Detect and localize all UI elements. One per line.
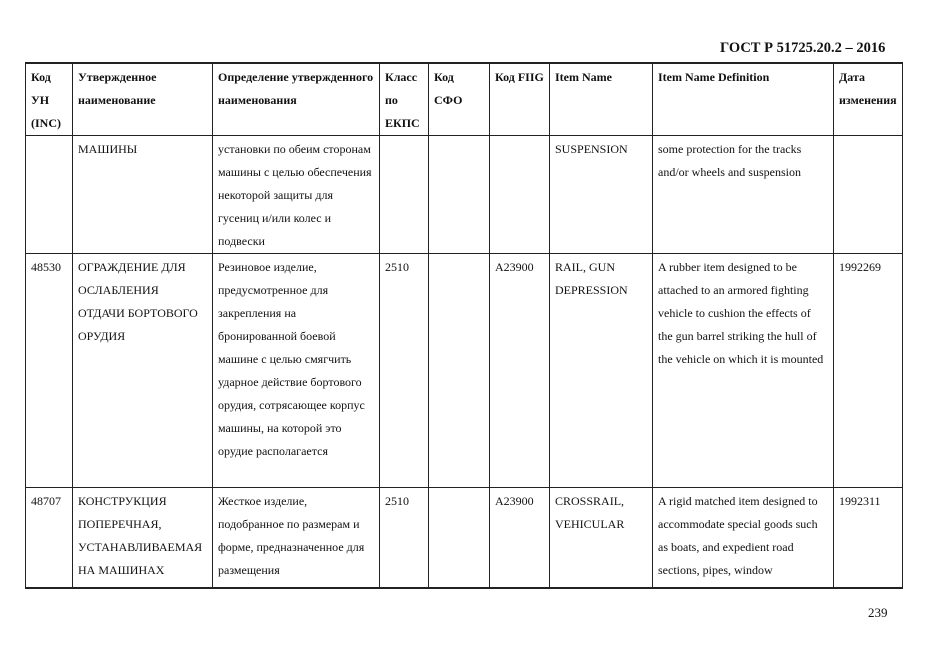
col-header-date: Дата изменения xyxy=(834,63,903,136)
cell-sfo xyxy=(429,488,490,588)
cell-item-name: RAIL, GUN DEPRESSION xyxy=(550,254,653,488)
col-header-item-name: Item Name xyxy=(550,63,653,136)
col-header-definition: Определение утвержденного наименования xyxy=(213,63,380,136)
cell-date xyxy=(834,136,903,254)
cell-sfo xyxy=(429,254,490,488)
cell-fiig: A23900 xyxy=(490,488,550,588)
col-header-fiig: Код FIIG xyxy=(490,63,550,136)
col-header-class: Класс по ЕКПС xyxy=(380,63,429,136)
cell-sfo xyxy=(429,136,490,254)
cell-fiig xyxy=(490,136,550,254)
table-row xyxy=(26,254,903,488)
col-header-name: Утвержденное наименование xyxy=(73,63,213,136)
cell-item-def: some protection for the tracks and/or wheels and suspension xyxy=(653,136,834,254)
table-row xyxy=(26,136,903,254)
col-header-item-def: Item Name Definition xyxy=(653,63,834,136)
cell-item-def: A rubber item designed to be attached to an armored fighting vehicle to cushion the effects of the gun barrel striking the hull of the vehicle on which it is mounted xyxy=(653,254,834,488)
cell-item-name: CROSSRAIL, VEHICULAR xyxy=(550,488,653,588)
cell-definition: Резиновое изделие, предусмотренное для закрепления на бронированной боевой машине с целью смягчить ударное действие бортового орудия, сотрясающее корпус машины, на которой это орудие располагается xyxy=(213,254,380,488)
page-number: 239 xyxy=(868,605,888,620)
cell-name: ОГРАЖДЕНИЕ ДЛЯ ОСЛАБЛЕНИЯ ОТДАЧИ БОРТОВОГО ОРУДИЯ xyxy=(73,254,213,488)
cell-name: КОНСТРУКЦИЯ ПОПЕРЕЧНАЯ, УСТАНАВЛИВАЕМАЯ НА МАШИНАХ xyxy=(73,488,213,588)
cell-class: 2510 xyxy=(380,254,429,488)
cell-item-name: SUSPENSION xyxy=(550,136,653,254)
cell-date: 1992269 xyxy=(834,254,903,488)
cell-definition: установки по обеим сторонам машины с целью обеспечения некоторой защиты для гусениц и/или колес и подвески xyxy=(213,136,380,254)
col-header-inc: Код УН (INC) xyxy=(26,63,73,136)
cell-inc: 48707 xyxy=(26,488,73,588)
cell-definition: Жесткое изделие, подобранное по размерам и форме, предназначенное для размещения xyxy=(213,488,380,588)
col-header-sfo: Код СФО xyxy=(429,63,490,136)
cell-item-def: A rigid matched item designed to accommodate special goods such as boats, and expedient road sections, pipes, window xyxy=(653,488,834,588)
cell-class: 2510 xyxy=(380,488,429,588)
cell-class xyxy=(380,136,429,254)
cell-date: 1992311 xyxy=(834,488,903,588)
cell-name: МАШИНЫ xyxy=(73,136,213,254)
cell-fiig: A23900 xyxy=(490,254,550,488)
cell-inc xyxy=(26,136,73,254)
table-header-row xyxy=(26,63,903,136)
standard-header: ГОСТ Р 51725.20.2 – 2016 xyxy=(720,40,886,56)
catalog-table xyxy=(25,62,903,589)
table-row xyxy=(26,488,903,588)
cell-inc: 48530 xyxy=(26,254,73,488)
